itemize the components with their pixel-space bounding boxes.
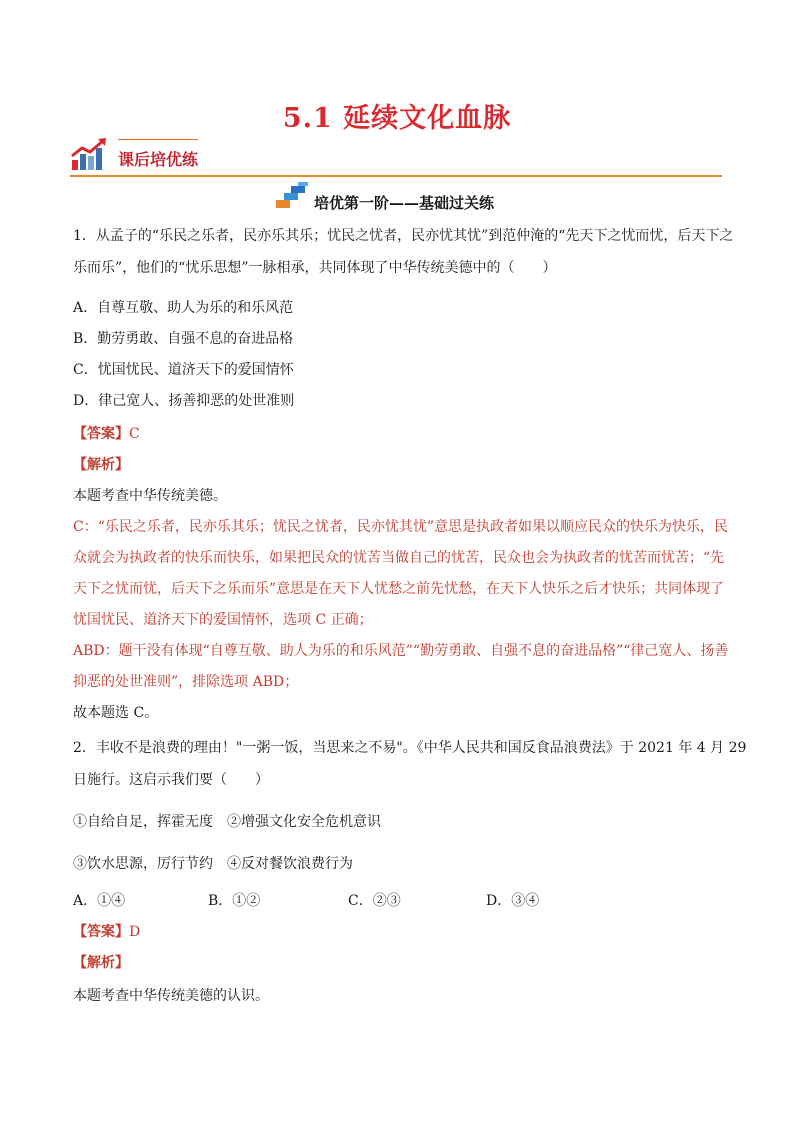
answer-row-1 bbox=[73, 424, 140, 444]
option-c: C．忧国忧民、道济天下的爱国情怀 bbox=[73, 362, 294, 378]
statement-row-1: ①自给自足，挥霍无度 ②增强文化安全危机意识 bbox=[73, 814, 381, 830]
answer-value: C bbox=[129, 426, 140, 442]
analysis-intro: 本题考查中华传统美德的认识。 bbox=[73, 988, 269, 1004]
analysis-line: C：“乐民之乐者，民亦乐其乐；忧民之忧者，民亦忧其忧”意思是执政者如果以顺应民众的快乐为快乐，民 bbox=[73, 519, 729, 535]
growth-chart-icon bbox=[70, 136, 110, 172]
question-2-line-2: 日施行。这启示我们要（ ） bbox=[73, 772, 269, 788]
analysis-line: 抑恶的处世准则”，排除选项 ABD； bbox=[73, 674, 299, 690]
question-1-line-1: 1．从孟子的“乐民之乐者，民亦乐其乐；忧民之忧者，民亦忧其忧”到范仲淹的“先天下之忧而忧，后天下之 bbox=[73, 228, 734, 244]
choice-a: A．①④ bbox=[73, 893, 126, 909]
header-divider bbox=[70, 175, 722, 177]
choice-d: D．③④ bbox=[486, 893, 540, 909]
page-title: 5.1 延续文化血脉 bbox=[282, 103, 512, 134]
analysis-line: 天下之忧而忧，后天下之乐而乐”意思是在天下人忧愁之前先忧愁，在天下人快乐之后才快乐；共同体现了 bbox=[73, 581, 725, 597]
question-2-line-1: 2．丰收不是浪费的理由！"一粥一饭，当思来之不易"。《中华人民共和国反食品浪费法》于 2021 年 4 月 29 bbox=[73, 740, 747, 756]
option-d: D．律己宽人、扬善抑恶的处世准则 bbox=[73, 393, 295, 409]
analysis-intro: 本题考查中华传统美德。 bbox=[73, 488, 227, 504]
analysis-label: 【解析】 bbox=[73, 457, 129, 473]
header-top-line bbox=[118, 139, 198, 140]
analysis-label: 【解析】 bbox=[73, 955, 129, 971]
section-title: 培优第一阶——基础过关练 bbox=[314, 194, 495, 212]
answer-row-2 bbox=[73, 922, 140, 942]
option-a: A．自尊互敬、助人为乐的和乐风范 bbox=[73, 300, 294, 316]
conclusion: 故本题选 C。 bbox=[73, 705, 159, 721]
question-1-line-2: 乐而乐”，他们的“忧乐思想”一脉相承，共同体现了中华传统美德中的（ ） bbox=[73, 260, 557, 276]
choice-b: B．①② bbox=[208, 893, 261, 909]
answer-value: D bbox=[129, 924, 141, 940]
analysis-line: 众就会为执政者的快乐而快乐，如果把民众的忧苦当做自己的忧苦，民众也会为执政者的忧苦而忧苦；“先 bbox=[73, 550, 725, 566]
choice-c: C．②③ bbox=[348, 893, 401, 909]
statement-row-2: ③饮水思源，厉行节约 ④反对餐饮浪费行为 bbox=[73, 856, 353, 872]
section-header-label: 课后培优练 bbox=[118, 150, 199, 169]
analysis-line: ABD：题干没有体现“自尊互敬、助人为乐的和乐风范”“勤劳勇敢、自强不息的奋进品格”“律己宽人、扬善 bbox=[73, 643, 729, 659]
analysis-line: 忧国忧民、道济天下的爱国情怀，选项 C 正确； bbox=[73, 612, 373, 628]
answer-label: 【答案】 bbox=[73, 426, 129, 442]
answer-label: 【答案】 bbox=[73, 924, 129, 940]
option-b: B．勤劳勇敢、自强不息的奋进品格 bbox=[73, 331, 294, 347]
stairs-icon bbox=[276, 182, 310, 210]
